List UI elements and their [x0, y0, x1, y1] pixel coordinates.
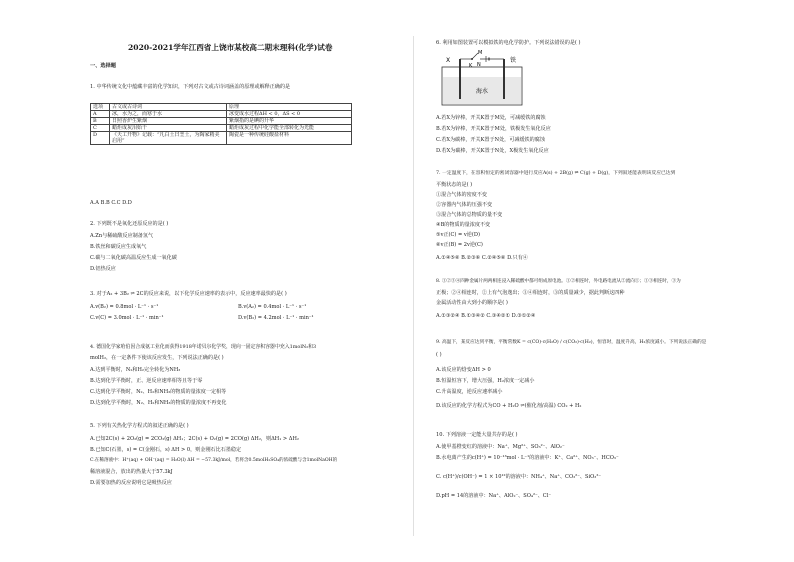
option-line: D.pH = 14的溶液中：Na⁺、AlO₂⁻、SO₄²⁻、Cl⁻	[436, 493, 552, 499]
option-line: A.达到平衡时，N₂和H₂完全转化为NH₃	[90, 367, 181, 373]
option-line: C.达到化学平衡时，N₂、H₂和NH₃的物质的量浓度一定相等	[90, 389, 227, 395]
question-1-stem: 1. 中华传统文化中蕴藏丰富的化学知识，下列对古文或古诗词涵盖的原理或解释正确的是	[90, 84, 291, 90]
option-line: D.v(B₂) = 4.2mol · L⁻¹ · min⁻¹	[238, 315, 314, 321]
label-seawater: 海水	[476, 88, 489, 95]
table-cell: 蜡炬成灰泪始干	[110, 125, 227, 132]
page-title: 2020-2021学年江西省上饶市某校高二期末理科(化学)试卷	[128, 43, 333, 52]
question-3-stem: 3. 对于A₂ + 3B₂ ⇌ 2C的反应来说，以下化学反应速率的表示中，反应速率最快的是( )	[90, 291, 287, 297]
table-cell: D	[91, 132, 110, 145]
label-x: X	[446, 57, 451, 64]
section-heading: 一、选择题	[90, 63, 116, 69]
table-cell: 陶瓷是一种传统硅酸盐材料	[227, 132, 352, 145]
table-cell: C	[91, 125, 110, 132]
statement-line: ①混合气体的密度不变	[436, 192, 487, 198]
option-line: C. c(H⁺)/c(OH⁻) = 1 × 10¹²的溶液中：NH₄⁺、Na⁺、CO₃²⁻、SiO₃²⁻	[436, 474, 602, 480]
option-line: C.升高温度，逆反应速率减小	[436, 389, 503, 395]
option-line: A.若X为锌棒，开关K置于M处，可减缓铁的腐蚀	[436, 115, 546, 121]
option-line: C.在稀溶液中：H⁺(aq) + OH⁻(aq) = H₂O(l) ΔH = −57.3kJ/mol，若将含0.5molH₂SO₄的浓硫酸与含1molNaOH的	[90, 458, 338, 463]
table-row	[91, 132, 352, 145]
option-line: B.水电离产生的c(H⁺) = 10⁻¹³mol · L⁻¹的溶液中：K⁺、Ca²⁺、NO₃⁻、HCO₃⁻	[436, 455, 619, 461]
option-line: D.铝热反应	[90, 266, 116, 272]
question-6-stem: 6. 利用如图装置可以模拟铁的电化学防护。下列说法错误的是( )	[436, 40, 581, 46]
statement-line: ③混合气体的总物质的量不变	[436, 212, 503, 218]
option-line: D.若X为碳棒，开关K置于N处，X极发生氧化反应	[436, 148, 549, 154]
table-cell: 紫烟指的是碘的升华	[227, 118, 352, 125]
table-row	[91, 125, 352, 132]
statement-line: ⑤v正(C) = v逆(D)	[436, 232, 480, 238]
option-line: D.需要加热的反应说明它是吸热反应	[90, 480, 172, 486]
question-1-table	[90, 103, 352, 145]
table-cell: 《天工开物》记载：“凡白土曰垩土，为陶家精美启用”	[110, 132, 227, 145]
table-header-row	[91, 104, 352, 111]
question-4-stem-cont: molH₂，在一定条件下使该反应发生，下列说法正确的是( )	[90, 355, 224, 361]
table-row	[91, 111, 352, 118]
table-cell: 冰变成水过程ΔH < 0，ΔS < 0	[227, 111, 352, 118]
option-line: B.若X为锌棒，开关K置于M处，铁极发生氧化反应	[436, 126, 551, 132]
question-2-stem: 2. 下列既不是氧化还原反应的是( )	[90, 221, 169, 227]
question-1-options: A.A B.B C.C D.D	[90, 200, 132, 206]
question-5-stem: 5. 下列有关热化学方程式的叙述正确的是( )	[90, 423, 189, 429]
label-iron: 铁	[510, 57, 517, 64]
option-line: B.v(A₂) = 0.4mol · L⁻¹ · s⁻¹	[238, 304, 307, 310]
option-line: A.该反应的焓变ΔH > 0	[436, 367, 491, 373]
question-9-stem: 9. 高温下，某反应达到平衡，平衡常数K = c(CO)·c(H₂O) / c(CO₂)·c(H₂)，恒容时，温度升高，H₂浓度减小。下列说法正确的是	[436, 340, 707, 345]
statement-line: ④B的物质的量浓度不变	[436, 222, 491, 228]
label-m: M	[478, 50, 483, 56]
option-line: C.v(C) = 3.0mol · L⁻¹ · min⁻¹	[90, 315, 164, 321]
option-line: A.Zn与稀硫酸反应制备氢气	[90, 233, 154, 239]
table-cell: 冰，水为之，而寒于水	[110, 111, 227, 118]
question-7-options: A.①④⑤⑥ B.②③⑥ C.②④⑤⑥ D.只有④	[436, 255, 528, 261]
table-cell: B	[91, 118, 110, 125]
option-line: B.已知C(石墨，s) = C(金刚石，s) ΔH > 0，则金刚石比石墨稳定	[90, 447, 242, 453]
table-cell: A	[91, 111, 110, 118]
question-8-stem-cont: 金属活动性由大到小的顺序是( )	[436, 300, 508, 306]
label-k: K	[469, 63, 473, 69]
question-7-stem: 7. 一定温度下，在容积恒定的密闭容器中进行反应A(s) + 2B(g) ⇌ C(g) + D(g)，下列叙述能表明该反应已达到	[436, 171, 676, 176]
question-9-stem-cont: ( )	[436, 352, 442, 358]
option-line: D.该反应的化学方程式为CO + H₂O ⇌(催化剂/高温) CO₂ + H₂	[436, 403, 582, 409]
option-line: B.铁丝和碳反应生成氧气	[90, 244, 147, 250]
table-cell: 蜡炬成灰过程中化学能全部转化为光能	[227, 125, 352, 132]
option-line: A.v(B₂) = 0.8mol · L⁻¹ · s⁻¹	[90, 304, 159, 310]
option-line: 稀溶液混合，放出的热量大于57.3kJ	[90, 469, 173, 475]
statement-line: ⑥v正(B) = 2v逆(C)	[436, 242, 483, 248]
option-line: A.使甲基橙变红的溶液中：Na⁺、Mg²⁺、SO₃²⁻、AlO₂⁻	[436, 444, 565, 450]
table-header-cell: 古文或古诗词	[110, 104, 227, 111]
statement-line: ②容器内气体的压强不变	[436, 202, 493, 208]
option-line: D.达到化学平衡时，N₂、H₂和NH₃的物质的量浓度不再变化	[90, 400, 227, 406]
question-4-stem: 4. 德国化学家哈伯因合成氨工业化而获得1918年诺贝尔化学奖，现向一固定容积容器中充入1molN₂和3	[90, 344, 317, 350]
option-line: C.碳与二氧化碳高温反应生成一氧化碳	[90, 255, 177, 261]
electrochemistry-apparatus-figure	[436, 49, 528, 109]
table-cell: 日照香炉生紫烟	[110, 118, 227, 125]
table-header-cell: 选项	[91, 104, 110, 111]
option-line: C.若X为碳棒，开关K置于N处，可减缓铁的腐蚀	[436, 137, 545, 143]
table-header-cell: 原理	[227, 104, 352, 111]
question-10-stem: 10. 下列溶液一定能大量共存的是( )	[436, 432, 518, 438]
question-8-options: A.①③②④ B.①③④② C.③④②① D.③①②④	[436, 313, 536, 319]
label-n: N	[477, 62, 481, 68]
question-7-stem-cont: 平衡状态的是( )	[436, 182, 473, 188]
question-8-stem-cont: 正极；②④相连时，②上有气泡逸出；③④相连时，③的质量减少，据此判断这四种	[436, 290, 625, 296]
option-line: A.已知2C(s) + 2O₂(g) = 2CO₂(g) ΔH₁；2C(s) + O₂(g) = 2CO(g) ΔH₂，则ΔH₁ > ΔH₂	[90, 436, 299, 442]
table-row	[91, 118, 352, 125]
question-8-stem: 8. ①②③④四种金属片两两相连浸入稀硫酸中都可组成原电池。①②相连时，外电路电流从②流向①；①③相连时，③为	[436, 279, 681, 284]
column-divider	[413, 36, 414, 536]
option-line: B.恒温恒容下，增大压强，H₂浓度一定减小	[436, 378, 535, 384]
option-line: B.达到化学平衡时，正、逆反应速率相等且等于零	[90, 378, 203, 384]
